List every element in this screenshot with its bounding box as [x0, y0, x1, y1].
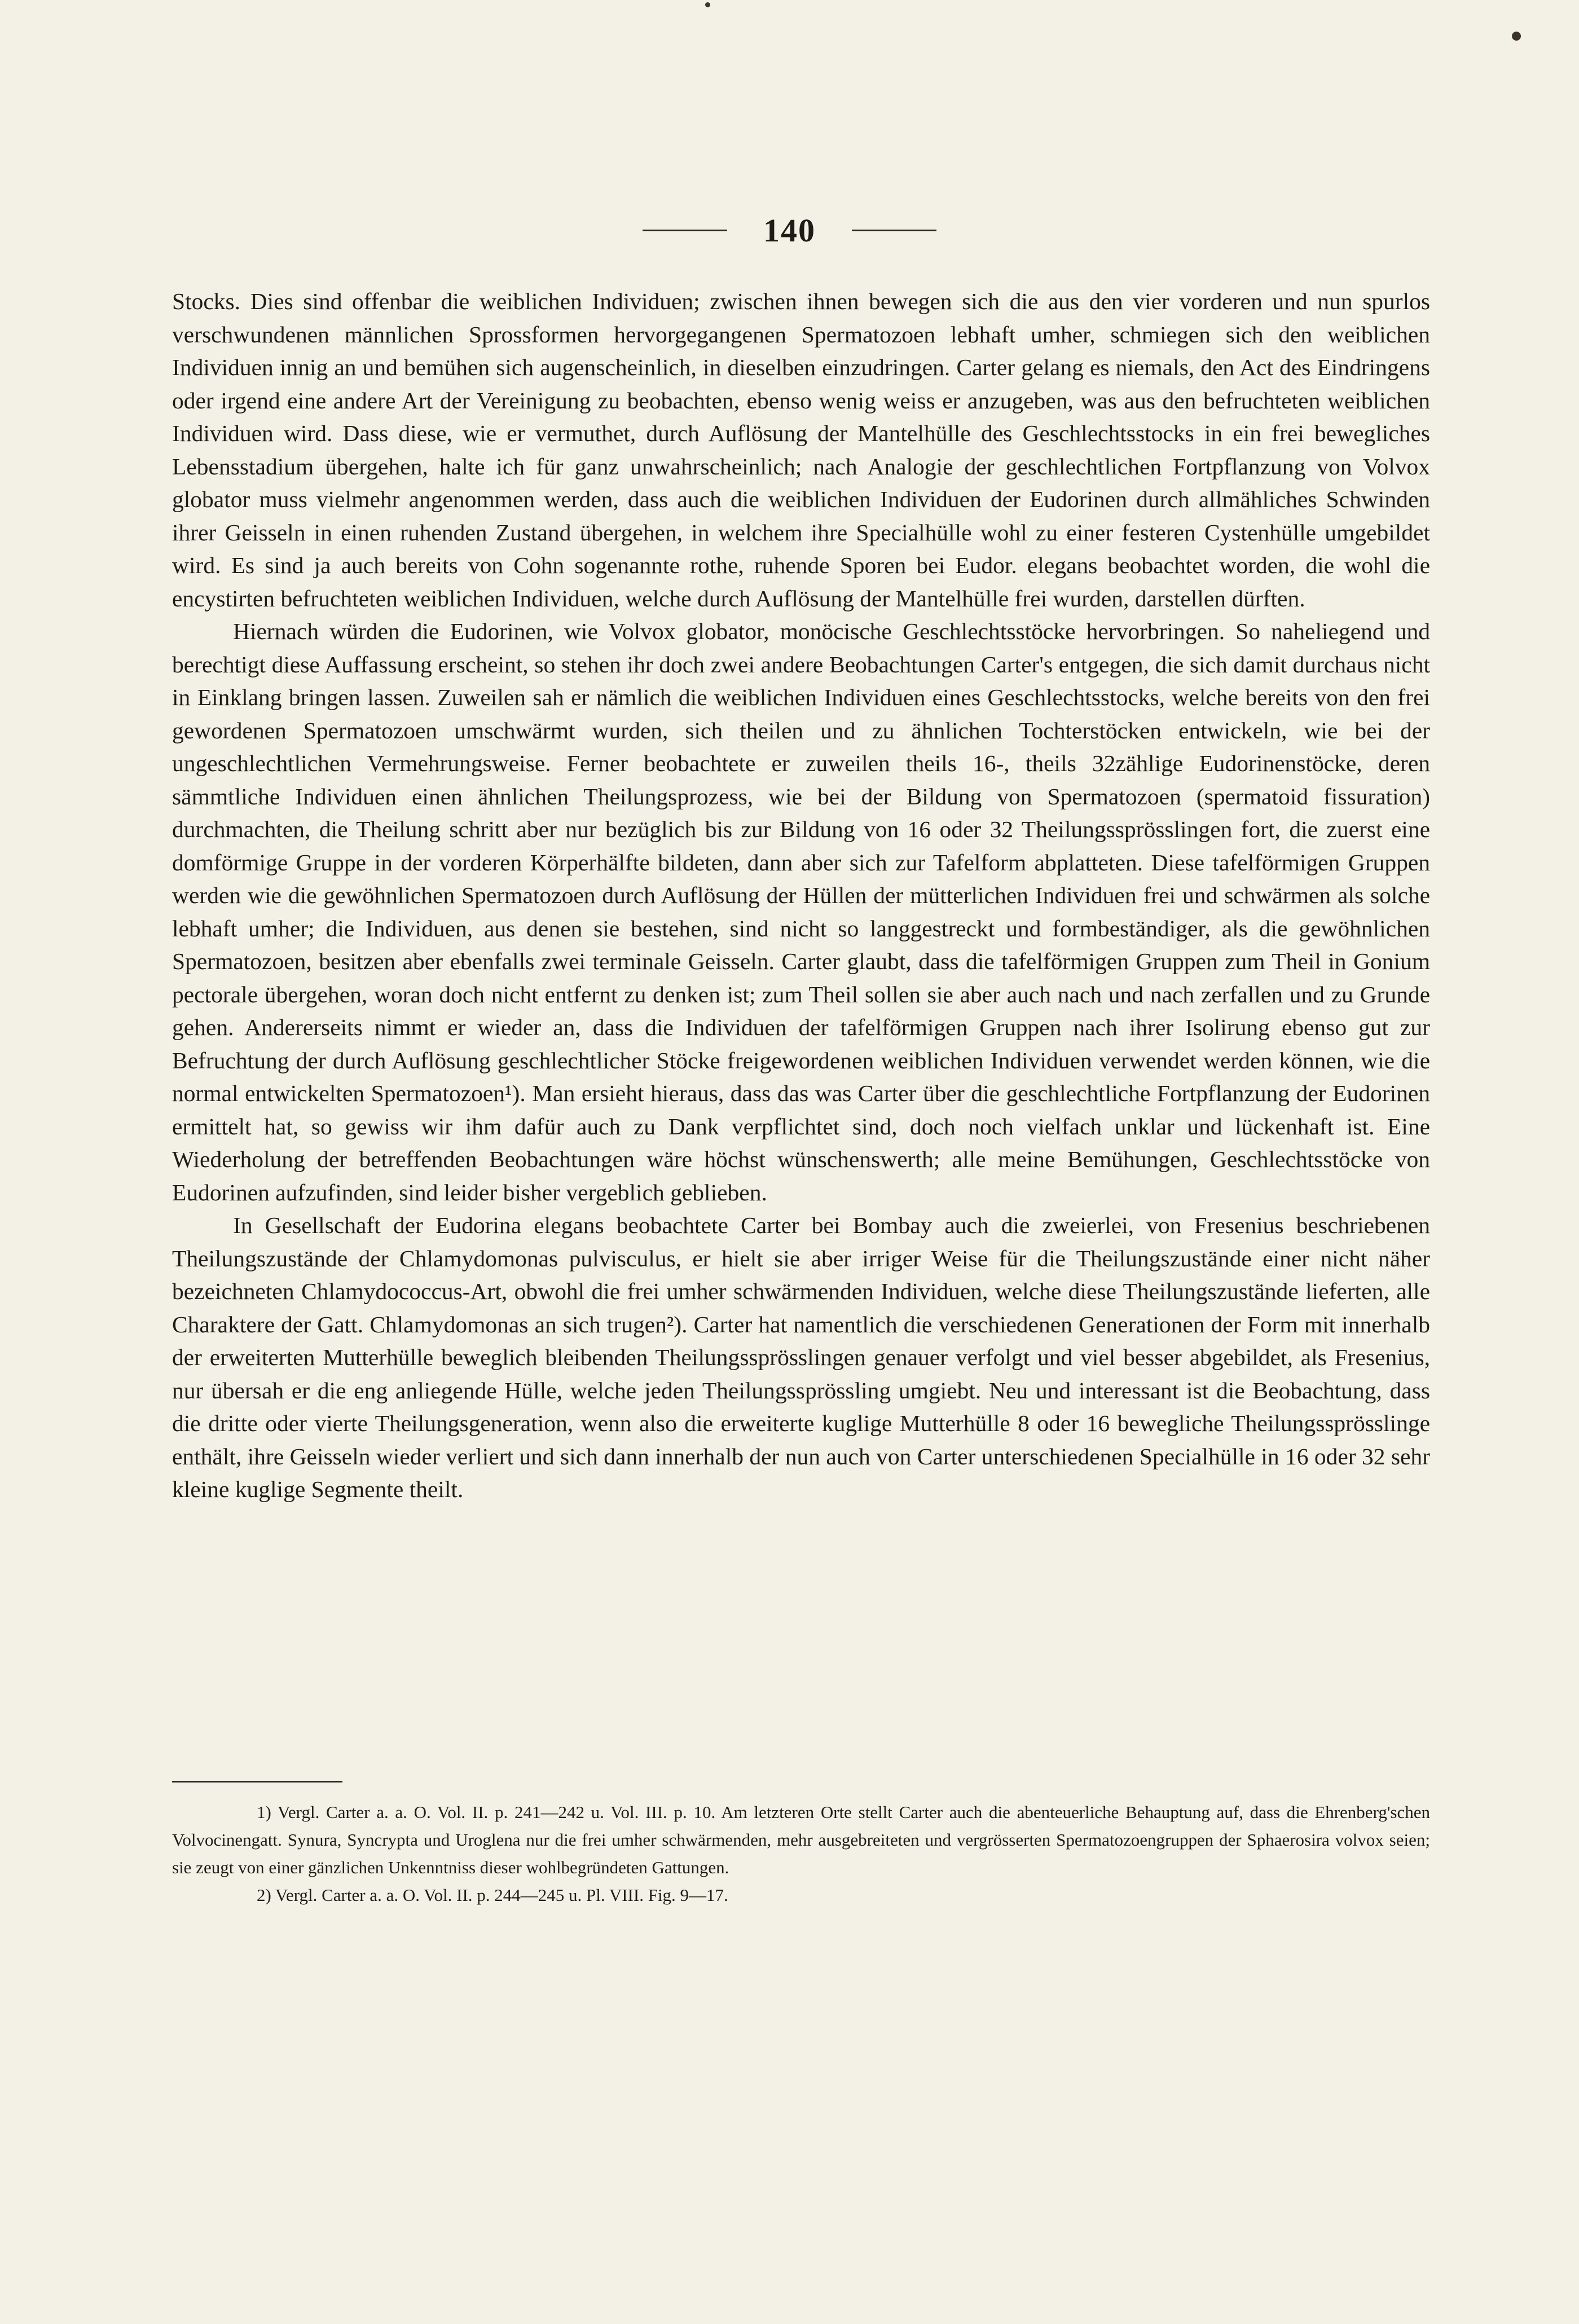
footnote: 1) Vergl. Carter a. a. O. Vol. II. p. 241—242 u. Vol. III. p. 10. Am letzteren Orte stellt Carter auch die abenteuerliche Behauptung auf, dass die Ehrenberg'schen Volvocinengatt. Synura, Syncrypta und Uroglena nur die frei umher schwärmenden, mehr ausgebreiteten und vergrösserten Spermatozoengruppen der Sphaerosira volvox seien; sie zeugt von einer gänzlichen Unkenntniss dieser wohlbegründeten Gattungen. [172, 1802, 1430, 1877]
main-text [172, 285, 1430, 1506]
print-speck [1512, 32, 1521, 41]
header-rule-right [852, 230, 936, 231]
print-speck [705, 2, 710, 7]
footnotes [172, 1798, 1430, 1909]
page-number: 140 [763, 212, 816, 249]
footnote-divider [172, 1781, 342, 1782]
footnote: 2) Vergl. Carter a. a. O. Vol. II. p. 244—245 u. Pl. VIII. Fig. 9—17. [257, 1885, 728, 1905]
paragraph: In Gesellschaft der Eudorina elegans beobachtete Carter bei Bombay auch die zweierlei, von Fresenius beschriebenen Theilungszustände der Chlamydomonas pulvisculus, er hielt sie aber irriger Weise für die Theilungszustände einer nicht näher bezeichneten Chlamydococcus-Art, obwohl die frei umher schwärmenden Individuen, welche diese Theilungszustände lieferten, alle Charaktere der Gatt. Chlamydomonas an sich trugen²). Carter hat namentlich die verschiedenen Generationen der Form mit innerhalb der erweiterten Mutterhülle beweglich bleibenden Theilungssprösslingen genauer verfolgt und viel besser abgebildet, als Fresenius, nur übersah er die eng anliegende Hülle, welche jeden Theilungssprössling umgiebt. Neu und interessant ist die Beobachtung, dass die dritte oder vierte Theilungsgeneration, wenn also die erweiterte kuglige Mutterhülle 8 oder 16 bewegliche Theilungssprösslinge enthält, ihre Geisseln wieder verliert und sich dann innerhalb der nun auch von Carter unterschiedenen Specialhülle in 16 oder 32 sehr kleine kuglige Segmente theilt. [172, 1212, 1430, 1502]
paragraph: Hiernach würden die Eudorinen, wie Volvox globator, monöcische Geschlechtsstöcke hervorbringen. So naheliegend und berechtigt diese Auffassung erscheint, so stehen ihr doch zwei andere Beobachtungen Carter's entgegen, die sich damit durchaus nicht in Einklang bringen lassen. Zuweilen sah er nämlich die weiblichen Individuen eines Geschlechtsstocks, welche bereits von den frei gewordenen Spermatozoen umschwärmt wurden, sich theilen und zu ähnlichen Tochterstöcken entwickeln, wie bei der ungeschlechtlichen Vermehrungsweise. Ferner beobachtete er zuweilen theils 16-, theils 32zählige Eudorinenstöcke, deren sämmtliche Individuen einen ähnlichen Theilungsprozess, wie bei der Bildung von Spermatozoen (spermatoid fissuration) durchmachten, die Theilung schritt aber nur bezüglich bis zur Bildung von 16 oder 32 Theilungssprösslingen fort, die zuerst eine domförmige Gruppe in der vorderen Körperhälfte bildeten, dann aber sich zur Tafelform abplatteten. Diese tafelförmigen Gruppen werden wie die gewöhnlichen Spermatozoen durch Auflösung der Hüllen der mütterlichen Individuen frei und schwärmen als solche lebhaft umher; die Individuen, aus denen sie bestehen, sind nicht so langgestreckt und formbeständiger, als die gewöhnlichen Spermatozoen, besitzen aber ebenfalls zwei terminale Geisseln. Carter glaubt, dass die tafelförmigen Gruppen zum Theil in Gonium pectorale übergehen, woran doch nicht entfernt zu denken ist; zum Theil sollen sie aber auch nach und nach zerfallen und zu Grunde gehen. Andererseits nimmt er wieder an, dass die Individuen der tafelförmigen Gruppen nach ihrer Isolirung ebenso gut zur Befruchtung der durch Auflösung geschlechtlicher Stöcke freigewordenen weiblichen Individuen verwendet werden können, wie die normal entwickelten Spermatozoen¹). Man ersieht hieraus, dass das was Carter über die geschlechtliche Fortpflanzung der Eudorinen ermittelt hat, so gewiss wir ihm dafür auch zu Dank verpflichtet sind, doch noch vielfach unklar und lückenhaft ist. Eine Wiederholung der betreffenden Beobachtungen wäre höchst wünschenswerth; alle meine Bemühungen, Geschlechtsstöcke von Eudorinen aufzufinden, sind leider bisher vergeblich geblieben. [172, 618, 1430, 1205]
paragraph: Stocks. Dies sind offenbar die weiblichen Individuen; zwischen ihnen bewegen sich die aus den vier vorderen und nun spurlos verschwundenen männlichen Sprossformen hervorgegangenen Spermatozoen lebhaft umher, schmiegen sich den weiblichen Individuen innig an und bemühen sich augenscheinlich, in dieselben einzudringen. Carter gelang es niemals, den Act des Eindringens oder irgend eine andere Art der Vereinigung zu beobachten, ebenso wenig weiss er anzugeben, was aus den befruchteten weiblichen Individuen wird. Dass diese, wie er vermuthet, durch Auflösung der Mantelhülle des Geschlechtsstocks in ein frei bewegliches Lebensstadium übergehen, halte ich für ganz unwahrscheinlich; nach Analogie der geschlechtlichen Fortpflanzung von Volvox globator muss vielmehr angenommen werden, dass auch die weiblichen Individuen der Eudorinen durch allmähliches Schwinden ihrer Geisseln in einen ruhenden Zustand übergehen, in welchem ihre Specialhülle wohl zu einer festeren Cystenhülle umgebildet wird. Es sind ja auch bereits von Cohn sogenannte rothe, ruhende Sporen bei Eudor. elegans beobachtet worden, die wohl die encystirten befruchteten weiblichen Individuen, welche durch Auflösung der Mantelhülle frei wurden, darstellen dürften. [172, 288, 1430, 611]
header-rule-left [643, 230, 727, 231]
page-header [0, 212, 1579, 249]
